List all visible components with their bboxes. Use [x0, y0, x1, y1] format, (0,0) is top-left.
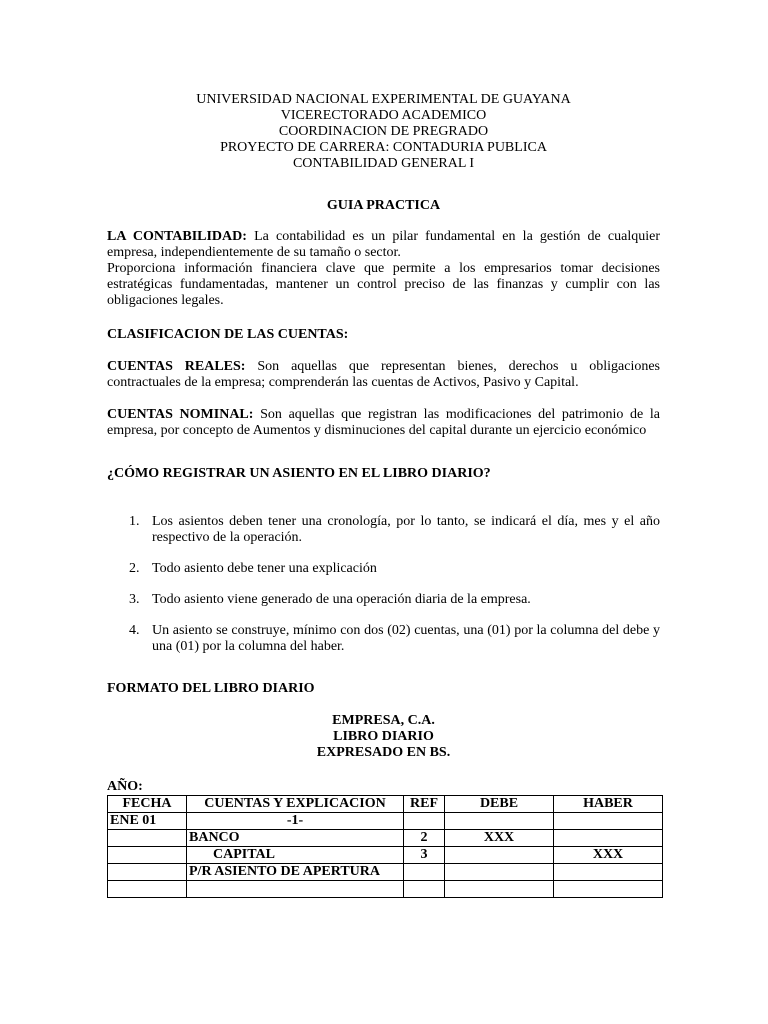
contabilidad-text: La contabilidad es un pilar fundamental en la gestión de cualquier empresa, independientemente de su tamaño o sector.	[107, 229, 660, 260]
contabilidad-paragraph-2: Proporciona información financiera clave que permite a los empresarios tomar decisiones estratégicas fundamentadas, mantener un control preciso de las finanzas y cumplir con las obligaciones legales.	[107, 261, 660, 308]
document-page	[107, 92, 660, 898]
header-proyecto: PROYECTO DE CARRERA: CONTADURIA PUBLICA	[220, 140, 547, 155]
table-header-row	[108, 796, 663, 813]
col-header-fecha: FECHA	[108, 796, 187, 813]
document-header	[107, 92, 660, 172]
list-item: 4. Un asiento se construye, mínimo con dos (02) cuentas, una (01) por la columna del debe y una (01) por la columna del haber.	[129, 623, 660, 654]
list-item: 2. Todo asiento debe tener una explicación	[129, 561, 377, 576]
anio-label: AÑO:	[107, 779, 143, 794]
table-row	[108, 881, 663, 898]
registro-heading: ¿CÓMO REGISTRAR UN ASIENTO EN EL LIBRO DIARIO?	[107, 466, 491, 481]
libro-diario-table	[107, 795, 663, 898]
contabilidad-label: LA CONTABILIDAD:	[107, 229, 247, 244]
cuentas-reales-text: Son aquellas que representan bienes, derechos u obligaciones contractuales de la empresa; comprenderán las cuentas de Activos, Pasivo y Capital.	[107, 359, 660, 390]
table-row: BANCO 2 XXX	[108, 830, 663, 847]
clasificacion-heading: CLASIFICACION DE LAS CUENTAS:	[107, 327, 349, 342]
cuentas-nominal-text: Son aquellas que registran las modificaciones del patrimonio de la empresa, por concepto de Aumentos y disminuciones del capital durante un ejercicio económico	[107, 407, 661, 438]
cuentas-reales-paragraph	[107, 359, 660, 391]
list-item: 3. Todo asiento viene generado de una operación diaria de la empresa.	[129, 592, 531, 607]
empresa-name: EMPRESA, C.A.	[332, 713, 435, 728]
list-item: 1. Los asientos deben tener una cronología, por lo tanto, se indicará el día, mes y el año respectivo de la operación.	[129, 514, 660, 545]
page-title: GUIA PRACTICA	[326, 198, 441, 213]
col-header-ref: REF	[404, 796, 445, 813]
libro-header	[107, 713, 660, 761]
col-header-debe: DEBE	[445, 796, 554, 813]
col-header-haber: HABER	[554, 796, 663, 813]
header-vicerectorado: VICERECTORADO ACADEMICO	[280, 108, 487, 123]
header-coordinacion: COORDINACION DE PREGRADO	[278, 124, 489, 139]
col-header-cuentas: CUENTAS Y EXPLICACION	[187, 796, 404, 813]
cuentas-nominal-paragraph	[107, 407, 660, 439]
contabilidad-paragraph	[107, 229, 660, 261]
header-university: UNIVERSIDAD NACIONAL EXPERIMENTAL DE GUAYANA	[196, 92, 571, 107]
cuentas-reales-label: CUENTAS REALES:	[107, 359, 246, 374]
formato-heading: FORMATO DEL LIBRO DIARIO	[107, 681, 315, 696]
header-course: CONTABILIDAD GENERAL I	[292, 156, 475, 171]
libro-expresado: EXPRESADO EN BS.	[316, 745, 451, 760]
libro-title: LIBRO DIARIO	[333, 729, 434, 744]
table-row: P/R ASIENTO DE APERTURA	[108, 864, 663, 881]
table-row: CAPITAL 3 XXX	[108, 847, 663, 864]
table-row: ENE 01 -1-	[108, 813, 663, 830]
steps-list	[107, 514, 660, 655]
cuentas-nominal-label: CUENTAS NOMINAL:	[107, 407, 254, 422]
